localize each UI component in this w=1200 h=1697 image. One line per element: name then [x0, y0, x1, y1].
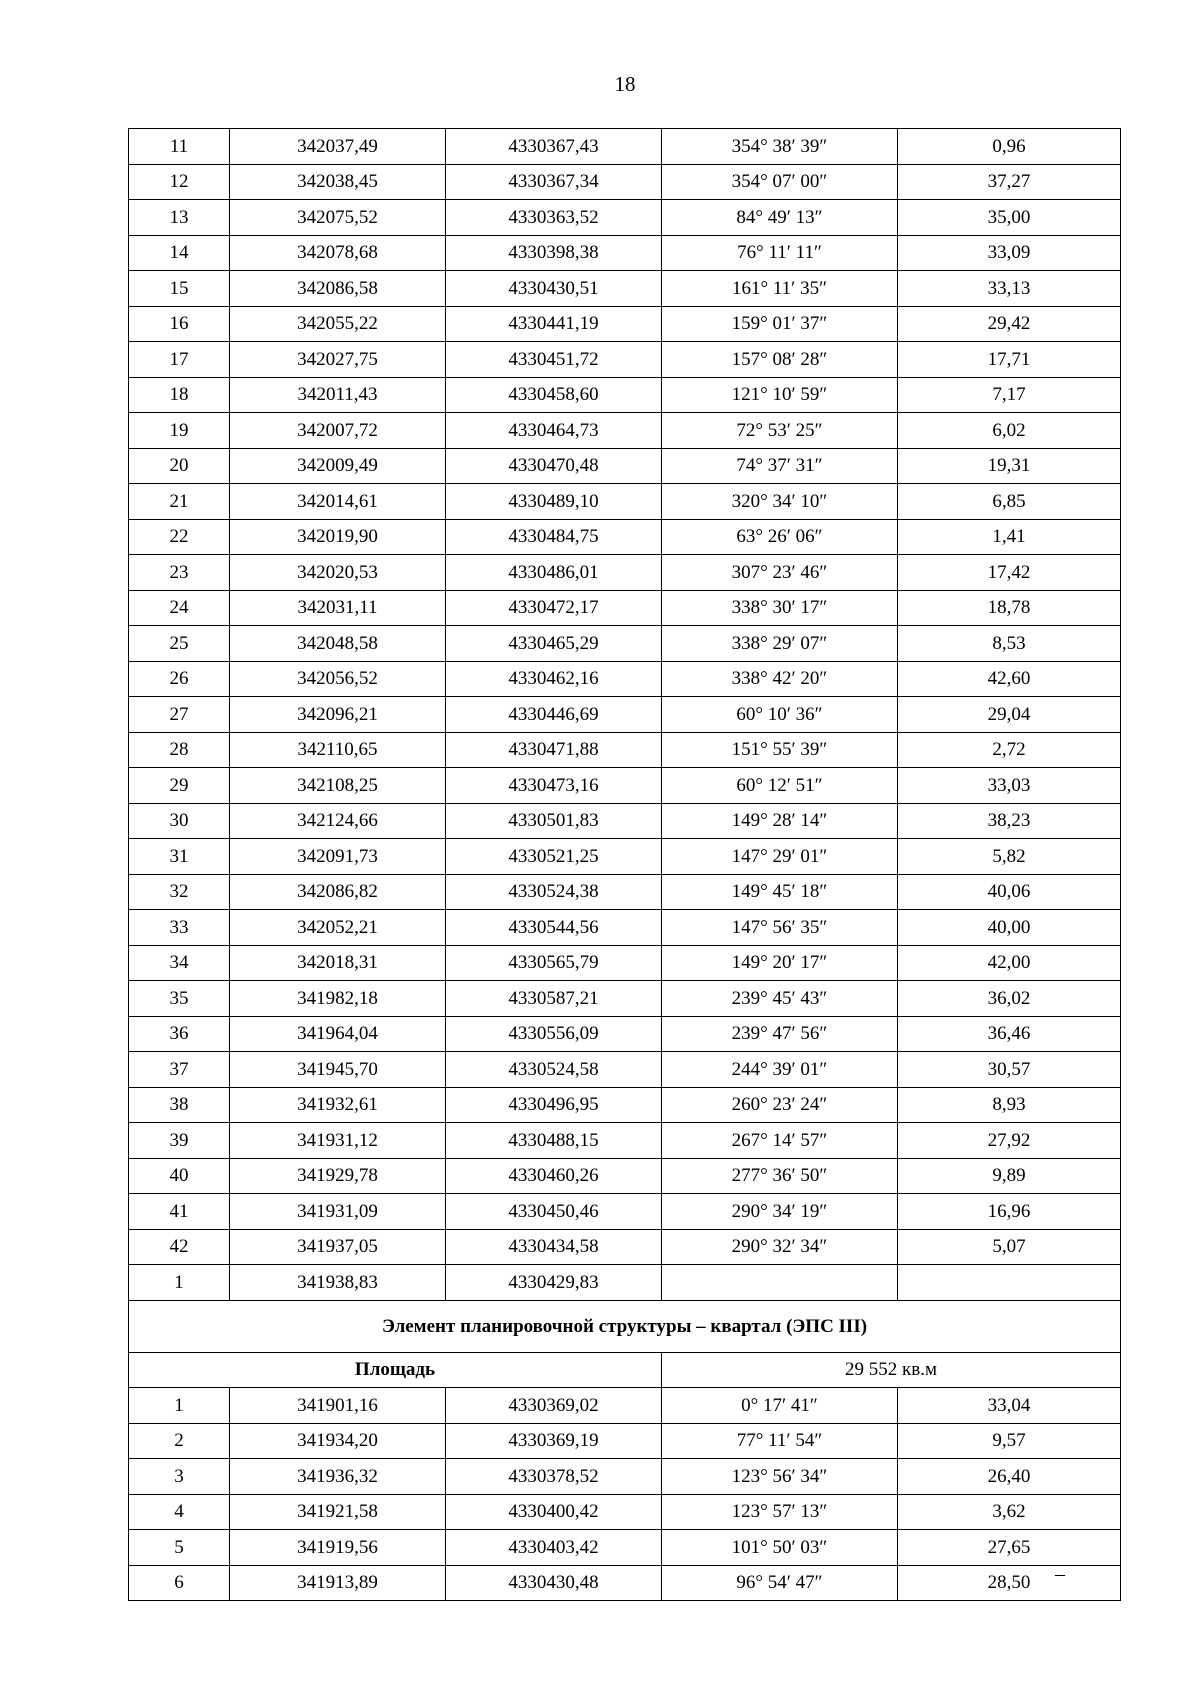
table-row	[129, 519, 1121, 555]
cell-bearing: 354° 38′ 39″	[662, 129, 898, 165]
cell-point-number: 33	[129, 910, 230, 946]
table-row	[129, 1530, 1121, 1566]
cell-distance: 8,53	[898, 626, 1121, 662]
cell-coord-y: 4330403,42	[446, 1530, 662, 1566]
cell-coord-x: 342124,66	[230, 803, 446, 839]
table-row	[129, 200, 1121, 236]
cell-bearing: 338° 30′ 17″	[662, 590, 898, 626]
cell-bearing: 63° 26′ 06″	[662, 519, 898, 555]
table-row	[129, 768, 1121, 804]
cell-bearing: 72° 53′ 25″	[662, 413, 898, 449]
cell-coord-x: 342078,68	[230, 235, 446, 271]
table-row	[129, 874, 1121, 910]
cell-point-number: 39	[129, 1123, 230, 1159]
cell-point-number: 4	[129, 1494, 230, 1530]
cell-bearing: 60° 12′ 51″	[662, 768, 898, 804]
cell-distance: 16,96	[898, 1194, 1121, 1230]
cell-bearing: 0° 17′ 41″	[662, 1388, 898, 1424]
cell-coord-x: 342086,58	[230, 271, 446, 307]
table-row	[129, 1158, 1121, 1194]
cell-distance: 38,23	[898, 803, 1121, 839]
cell-coord-y: 4330446,69	[446, 697, 662, 733]
cell-bearing: 76° 11′ 11″	[662, 235, 898, 271]
cell-bearing: 74° 37′ 31″	[662, 448, 898, 484]
cell-coord-x: 342096,21	[230, 697, 446, 733]
table-row	[129, 1565, 1121, 1601]
coordinates-table-body-lower	[129, 1388, 1121, 1601]
table-row	[129, 697, 1121, 733]
table-row	[129, 448, 1121, 484]
cell-bearing: 77° 11′ 54″	[662, 1423, 898, 1459]
cell-coord-y: 4330496,95	[446, 1087, 662, 1123]
cell-coord-x: 342031,11	[230, 590, 446, 626]
table-row	[129, 626, 1121, 662]
table-row	[129, 945, 1121, 981]
cell-distance: 27,65	[898, 1530, 1121, 1566]
cell-coord-x: 341937,05	[230, 1229, 446, 1265]
cell-distance: 6,85	[898, 484, 1121, 520]
area-value: 29 552 кв.м	[662, 1352, 1121, 1388]
cell-coord-x: 342014,61	[230, 484, 446, 520]
cell-coord-x: 342091,73	[230, 839, 446, 875]
cell-bearing: 320° 34′ 10″	[662, 484, 898, 520]
cell-point-number: 35	[129, 981, 230, 1017]
cell-point-number: 37	[129, 1052, 230, 1088]
area-label: Площадь	[129, 1352, 662, 1388]
cell-coord-y: 4330488,15	[446, 1123, 662, 1159]
cell-point-number: 27	[129, 697, 230, 733]
cell-point-number: 32	[129, 874, 230, 910]
cell-bearing: 161° 11′ 35″	[662, 271, 898, 307]
cell-coord-y: 4330524,58	[446, 1052, 662, 1088]
cell-bearing: 239° 45′ 43″	[662, 981, 898, 1017]
cell-bearing: 149° 20′ 17″	[662, 945, 898, 981]
table-row	[129, 1229, 1121, 1265]
cell-coord-x: 341919,56	[230, 1530, 446, 1566]
cell-bearing: 239° 47′ 56″	[662, 1016, 898, 1052]
area-row	[129, 1352, 1121, 1388]
cell-coord-x: 341934,20	[230, 1423, 446, 1459]
cell-coord-y: 4330524,38	[446, 874, 662, 910]
cell-point-number: 13	[129, 200, 230, 236]
cell-coord-y: 4330369,02	[446, 1388, 662, 1424]
cell-point-number: 19	[129, 413, 230, 449]
cell-coord-x: 342020,53	[230, 555, 446, 591]
table-row	[129, 1052, 1121, 1088]
cell-bearing: 151° 55′ 39″	[662, 732, 898, 768]
table-row	[129, 129, 1121, 165]
cell-point-number: 41	[129, 1194, 230, 1230]
section-header	[129, 1300, 1121, 1388]
cell-coord-y: 4330464,73	[446, 413, 662, 449]
cell-coord-x: 342086,82	[230, 874, 446, 910]
cell-bearing: 147° 56′ 35″	[662, 910, 898, 946]
cell-coord-y: 4330489,10	[446, 484, 662, 520]
cell-coord-x: 342007,72	[230, 413, 446, 449]
cell-coord-y: 4330472,17	[446, 590, 662, 626]
cell-bearing: 338° 42′ 20″	[662, 661, 898, 697]
table-row	[129, 1016, 1121, 1052]
cell-point-number: 23	[129, 555, 230, 591]
cell-point-number: 3	[129, 1459, 230, 1495]
cell-distance: 40,00	[898, 910, 1121, 946]
cell-point-number: 34	[129, 945, 230, 981]
table-row	[129, 164, 1121, 200]
cell-coord-y: 4330367,43	[446, 129, 662, 165]
cell-coord-y: 4330486,01	[446, 555, 662, 591]
cell-point-number: 2	[129, 1423, 230, 1459]
cell-distance: 5,07	[898, 1229, 1121, 1265]
cell-coord-x: 342075,52	[230, 200, 446, 236]
cell-bearing: 244° 39′ 01″	[662, 1052, 898, 1088]
cell-distance: 40,06	[898, 874, 1121, 910]
cell-coord-x: 342108,25	[230, 768, 446, 804]
cell-point-number: 6	[129, 1565, 230, 1601]
cell-bearing: 157° 08′ 28″	[662, 342, 898, 378]
cell-bearing: 121° 10′ 59″	[662, 377, 898, 413]
cell-coord-x: 341931,09	[230, 1194, 446, 1230]
cell-coord-y: 4330451,72	[446, 342, 662, 378]
cell-point-number: 20	[129, 448, 230, 484]
cell-coord-x: 342018,31	[230, 945, 446, 981]
cell-coord-x: 342027,75	[230, 342, 446, 378]
cell-bearing: 290° 34′ 19″	[662, 1194, 898, 1230]
cell-distance: 17,42	[898, 555, 1121, 591]
cell-distance: 30,57	[898, 1052, 1121, 1088]
cell-distance: 42,00	[898, 945, 1121, 981]
cell-distance: 17,71	[898, 342, 1121, 378]
cell-coord-x: 342011,43	[230, 377, 446, 413]
table-row	[129, 413, 1121, 449]
cell-distance: 0,96	[898, 129, 1121, 165]
cell-point-number: 22	[129, 519, 230, 555]
table-row	[129, 271, 1121, 307]
table-row	[129, 1194, 1121, 1230]
cell-coord-y: 4330441,19	[446, 306, 662, 342]
cell-distance: 9,89	[898, 1158, 1121, 1194]
cell-distance: 27,92	[898, 1123, 1121, 1159]
cell-point-number: 36	[129, 1016, 230, 1052]
table-row	[129, 1494, 1121, 1530]
table-row	[129, 484, 1121, 520]
cell-coord-x: 342038,45	[230, 164, 446, 200]
cell-bearing: 267° 14′ 57″	[662, 1123, 898, 1159]
cell-distance: 37,27	[898, 164, 1121, 200]
cell-coord-y: 4330367,34	[446, 164, 662, 200]
cell-point-number: 28	[129, 732, 230, 768]
table-row	[129, 1265, 1121, 1301]
cell-distance: 7,17	[898, 377, 1121, 413]
table-row	[129, 732, 1121, 768]
cell-coord-x: 342055,22	[230, 306, 446, 342]
cell-coord-x: 342037,49	[230, 129, 446, 165]
cell-point-number: 14	[129, 235, 230, 271]
trailing-dash-mark: –	[1055, 1563, 1065, 1585]
coordinates-table	[128, 128, 1121, 1601]
cell-distance: 5,82	[898, 839, 1121, 875]
cell-point-number: 1	[129, 1388, 230, 1424]
section-title-row	[129, 1300, 1121, 1352]
cell-coord-x: 341913,89	[230, 1565, 446, 1601]
cell-coord-y: 4330556,09	[446, 1016, 662, 1052]
cell-distance	[898, 1265, 1121, 1301]
cell-coord-y: 4330501,83	[446, 803, 662, 839]
cell-bearing: 123° 56′ 34″	[662, 1459, 898, 1495]
cell-coord-y: 4330544,56	[446, 910, 662, 946]
page-number: 18	[614, 72, 636, 96]
cell-distance: 33,04	[898, 1388, 1121, 1424]
cell-point-number: 40	[129, 1158, 230, 1194]
cell-bearing: 260° 23′ 24″	[662, 1087, 898, 1123]
cell-distance: 33,13	[898, 271, 1121, 307]
cell-distance: 35,00	[898, 200, 1121, 236]
table-row	[129, 555, 1121, 591]
cell-coord-x: 342048,58	[230, 626, 446, 662]
cell-coord-y: 4330565,79	[446, 945, 662, 981]
cell-distance: 33,09	[898, 235, 1121, 271]
table-row	[129, 1388, 1121, 1424]
cell-point-number: 25	[129, 626, 230, 662]
cell-bearing: 123° 57′ 13″	[662, 1494, 898, 1530]
cell-bearing: 277° 36′ 50″	[662, 1158, 898, 1194]
cell-coord-y: 4330471,88	[446, 732, 662, 768]
cell-bearing: 101° 50′ 03″	[662, 1530, 898, 1566]
cell-coord-y: 4330462,16	[446, 661, 662, 697]
cell-coord-x: 342052,21	[230, 910, 446, 946]
table-row	[129, 1087, 1121, 1123]
cell-coord-y: 4330363,52	[446, 200, 662, 236]
cell-point-number: 15	[129, 271, 230, 307]
table-row	[129, 1123, 1121, 1159]
cell-distance: 29,42	[898, 306, 1121, 342]
cell-coord-y: 4330458,60	[446, 377, 662, 413]
cell-coord-x: 342009,49	[230, 448, 446, 484]
cell-distance: 6,02	[898, 413, 1121, 449]
table-row	[129, 306, 1121, 342]
cell-distance: 33,03	[898, 768, 1121, 804]
cell-distance: 1,41	[898, 519, 1121, 555]
cell-coord-y: 4330473,16	[446, 768, 662, 804]
cell-coord-y: 4330450,46	[446, 1194, 662, 1230]
cell-coord-y: 4330587,21	[446, 981, 662, 1017]
cell-distance: 28,50	[898, 1565, 1121, 1601]
cell-distance: 36,46	[898, 1016, 1121, 1052]
table-row	[129, 803, 1121, 839]
cell-bearing	[662, 1265, 898, 1301]
table-row	[129, 590, 1121, 626]
cell-bearing: 60° 10′ 36″	[662, 697, 898, 733]
cell-coord-y: 4330470,48	[446, 448, 662, 484]
cell-distance: 3,62	[898, 1494, 1121, 1530]
cell-coord-y: 4330378,52	[446, 1459, 662, 1495]
cell-bearing: 307° 23′ 46″	[662, 555, 898, 591]
cell-point-number: 26	[129, 661, 230, 697]
cell-point-number: 38	[129, 1087, 230, 1123]
cell-coord-y: 4330521,25	[446, 839, 662, 875]
cell-bearing: 84° 49′ 13″	[662, 200, 898, 236]
cell-coord-y: 4330465,29	[446, 626, 662, 662]
cell-coord-x: 341964,04	[230, 1016, 446, 1052]
cell-distance: 26,40	[898, 1459, 1121, 1495]
table-row	[129, 661, 1121, 697]
cell-point-number: 17	[129, 342, 230, 378]
cell-coord-y: 4330434,58	[446, 1229, 662, 1265]
table-row	[129, 839, 1121, 875]
table-row	[129, 1423, 1121, 1459]
cell-coord-y: 4330430,51	[446, 271, 662, 307]
cell-coord-x: 341901,16	[230, 1388, 446, 1424]
cell-coord-y: 4330369,19	[446, 1423, 662, 1459]
table-row	[129, 910, 1121, 946]
cell-coord-x: 341929,78	[230, 1158, 446, 1194]
cell-coord-y: 4330460,26	[446, 1158, 662, 1194]
cell-distance: 2,72	[898, 732, 1121, 768]
cell-coord-x: 342019,90	[230, 519, 446, 555]
section-title: Элемент планировочной структуры – квартал (ЭПС III)	[129, 1300, 1121, 1352]
cell-distance: 36,02	[898, 981, 1121, 1017]
cell-coord-y: 4330400,42	[446, 1494, 662, 1530]
cell-bearing: 354° 07′ 00″	[662, 164, 898, 200]
coordinates-table-body-upper	[129, 129, 1121, 1301]
cell-point-number: 12	[129, 164, 230, 200]
cell-distance: 19,31	[898, 448, 1121, 484]
cell-point-number: 16	[129, 306, 230, 342]
cell-coord-x: 341938,83	[230, 1265, 446, 1301]
cell-coord-x: 341982,18	[230, 981, 446, 1017]
table-row	[129, 342, 1121, 378]
cell-coord-x: 341932,61	[230, 1087, 446, 1123]
cell-coord-x: 341936,32	[230, 1459, 446, 1495]
cell-coord-y: 4330484,75	[446, 519, 662, 555]
table-row	[129, 377, 1121, 413]
cell-point-number: 21	[129, 484, 230, 520]
cell-distance: 42,60	[898, 661, 1121, 697]
cell-bearing: 149° 28′ 14″	[662, 803, 898, 839]
cell-coord-x: 342110,65	[230, 732, 446, 768]
cell-bearing: 96° 54′ 47″	[662, 1565, 898, 1601]
cell-point-number: 5	[129, 1530, 230, 1566]
cell-distance: 8,93	[898, 1087, 1121, 1123]
cell-distance: 18,78	[898, 590, 1121, 626]
cell-point-number: 42	[129, 1229, 230, 1265]
cell-coord-x: 341921,58	[230, 1494, 446, 1530]
table-row	[129, 981, 1121, 1017]
cell-point-number: 18	[129, 377, 230, 413]
cell-point-number: 24	[129, 590, 230, 626]
cell-coord-y: 4330429,83	[446, 1265, 662, 1301]
cell-point-number: 11	[129, 129, 230, 165]
cell-distance: 9,57	[898, 1423, 1121, 1459]
cell-point-number: 30	[129, 803, 230, 839]
cell-bearing: 159° 01′ 37″	[662, 306, 898, 342]
cell-coord-y: 4330398,38	[446, 235, 662, 271]
cell-point-number: 31	[129, 839, 230, 875]
cell-bearing: 290° 32′ 34″	[662, 1229, 898, 1265]
cell-coord-x: 341931,12	[230, 1123, 446, 1159]
cell-bearing: 147° 29′ 01″	[662, 839, 898, 875]
cell-distance: 29,04	[898, 697, 1121, 733]
cell-bearing: 338° 29′ 07″	[662, 626, 898, 662]
cell-point-number: 29	[129, 768, 230, 804]
cell-point-number: 1	[129, 1265, 230, 1301]
table-row	[129, 1459, 1121, 1495]
table-row	[129, 235, 1121, 271]
cell-coord-x: 342056,52	[230, 661, 446, 697]
cell-coord-y: 4330430,48	[446, 1565, 662, 1601]
cell-coord-x: 341945,70	[230, 1052, 446, 1088]
cell-bearing: 149° 45′ 18″	[662, 874, 898, 910]
